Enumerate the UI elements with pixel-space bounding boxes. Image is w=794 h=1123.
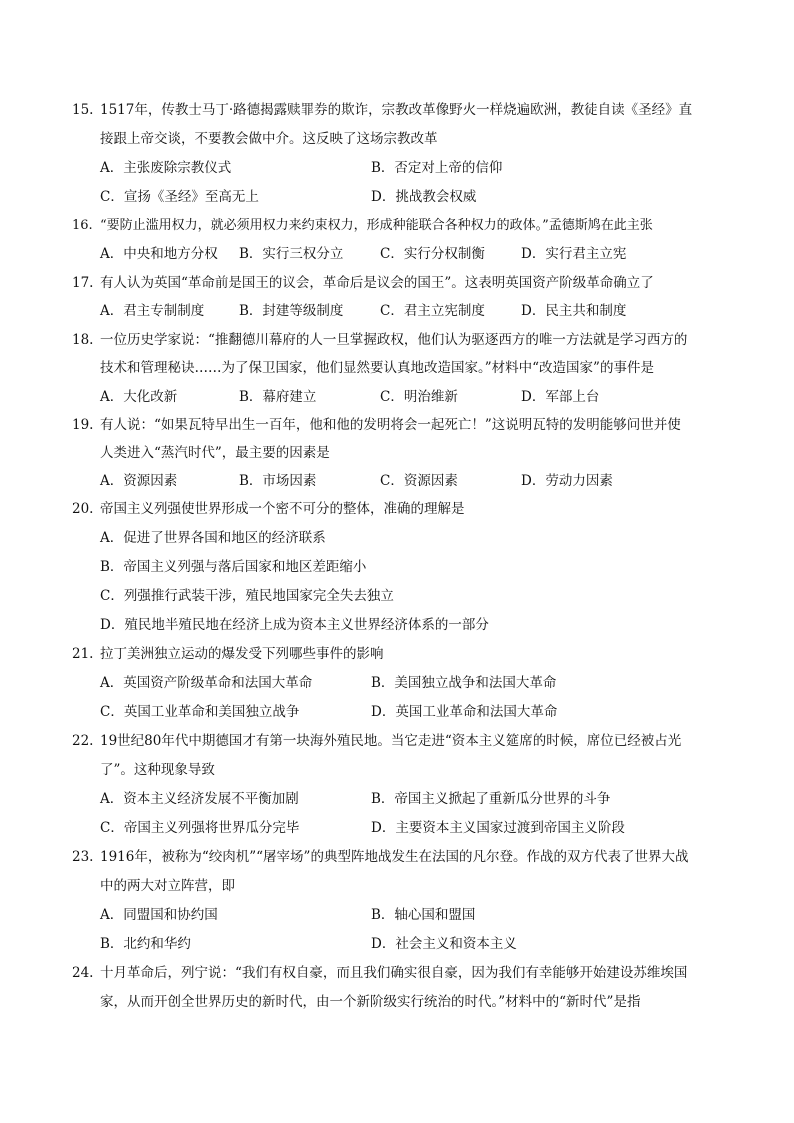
option-23-c[interactable]: B．北约和华约 (100, 936, 191, 952)
question-17-line-1 (72, 272, 654, 294)
option-18-c[interactable]: C．明治维新 (380, 389, 458, 405)
question-18-line-1 (72, 329, 687, 351)
question-text: 有人认为英国“革命前是国王的议会，革命后是议会的国王”。这表明英国资产阶级革命确立了 (100, 275, 654, 291)
option-21-c[interactable]: C．英国工业革命和美国独立战争 (100, 704, 300, 720)
option-22-c[interactable]: C．帝国主义列强将世界瓜分完毕 (100, 820, 300, 836)
option-18-d[interactable]: D．军部上台 (521, 389, 600, 405)
question-number: 22. (72, 733, 94, 749)
question-text: 有人说：“如果瓦特早出生一百年，他和他的发明将会一起死亡！”这说明瓦特的发明能够问世并使 (100, 417, 681, 433)
question-24-line-2: 家，从而开创全世界历史的新时代，由一个新阶级实行统治的时代。”材料中的“新时代”是指 (100, 994, 641, 1010)
question-22-line-1 (72, 730, 681, 752)
option-19-b[interactable]: B．市场因素 (239, 473, 317, 489)
option-21-d[interactable]: D．英国工业革命和法国大革命 (371, 704, 558, 720)
question-16-line-1 (72, 215, 653, 237)
option-17-b[interactable]: B．封建等级制度 (239, 303, 344, 319)
question-22-line-2: 了”。这种现象导致 (100, 762, 215, 778)
option-19-c[interactable]: C．资源因素 (380, 473, 458, 489)
option-16-d[interactable]: D．实行君主立宪 (521, 246, 627, 262)
question-19-line-1 (72, 414, 681, 436)
question-18-line-2: 技术和管理秘诀……为了保卫国家，他们显然要认真地改造国家。”材料中“改造国家”的事件是 (100, 360, 654, 376)
option-15-d[interactable]: D．挑战教会权威 (371, 189, 477, 205)
option-22-a[interactable]: A．资本主义经济发展不平衡加剧 (100, 791, 299, 807)
option-21-a[interactable]: A．英国资产阶级革命和法国大革命 (100, 675, 313, 691)
option-18-b[interactable]: B．幕府建立 (239, 389, 317, 405)
option-22-b[interactable]: B．帝国主义掀起了重新瓜分世界的斗争 (371, 791, 611, 807)
option-18-a[interactable]: A．大化改新 (100, 389, 178, 405)
question-15-line-2: 接跟上帝交谈，不要教会做中介。这反映了这场宗教改革 (100, 131, 438, 147)
question-19-line-2: 人类进入“蒸汽时代”，最主要的因素是 (100, 445, 330, 461)
question-number: 19. (72, 417, 94, 433)
option-16-a[interactable]: A．中央和地方分权 (100, 246, 218, 262)
question-text: 1916年，被称为“绞肉机”“屠宰场”的典型阵地战发生在法国的凡尔登。作战的双方代表了世界大战 (100, 849, 689, 865)
option-19-d[interactable]: D．劳动力因素 (521, 473, 613, 489)
question-text: “要防止滥用权力，就必须用权力来约束权力，形成种能联合各种权力的政体。”孟德斯鸠在此主张 (100, 218, 653, 233)
question-number: 24. (72, 965, 94, 981)
question-text: 19世纪80年代中期德国才有第一块海外殖民地。当它走进“资本主义筵席的时候，席位已经被占光 (100, 733, 682, 749)
option-16-c[interactable]: C．实行分权制衡 (380, 246, 485, 262)
option-20-a[interactable]: A．促进了世界各国和地区的经济联系 (100, 530, 326, 546)
option-20-b[interactable]: B．帝国主义列强与落后国家和地区差距缩小 (100, 559, 367, 575)
question-text: 拉丁美洲独立运动的爆发受下列哪些事件的影响 (100, 646, 384, 662)
question-text: 1517年，传教士马丁·路德揭露赎罪券的欺诈，宗教改革像野火一样烧遍欧洲，教徒自读《圣经》直 (100, 102, 693, 118)
question-number: 21. (72, 646, 94, 662)
question-number: 23. (72, 849, 94, 865)
question-15-line-1 (72, 99, 692, 121)
option-21-b[interactable]: B．美国独立战争和法国大革命 (371, 675, 557, 691)
option-17-c[interactable]: C．君主立宪制度 (380, 303, 485, 319)
option-15-a[interactable]: A．主张废除宗教仪式 (100, 160, 232, 176)
question-24-line-1 (72, 962, 687, 984)
option-15-b[interactable]: B．否定对上帝的信仰 (371, 160, 503, 176)
option-16-b[interactable]: B．实行三权分立 (239, 246, 344, 262)
option-23-b[interactable]: B．轴心国和盟国 (371, 907, 476, 923)
option-23-d[interactable]: D．社会主义和资本主义 (371, 936, 517, 952)
question-number: 16. (72, 218, 93, 233)
option-20-c[interactable]: C．列强推行武装干涉，殖民地国家完全失去独立 (100, 588, 394, 604)
question-text: 帝国主义列强使世界形成一个密不可分的整体，准确的理解是 (100, 501, 465, 517)
question-23-line-1 (72, 846, 688, 868)
option-17-a[interactable]: A．君主专制制度 (100, 303, 205, 319)
question-number: 15. (72, 102, 94, 118)
question-number: 20. (72, 501, 94, 517)
question-number: 18. (72, 332, 94, 348)
question-text: 十月革命后，列宁说：“我们有权自豪，而且我们确实很自豪，因为我们有幸能够开始建设苏维埃国 (100, 965, 688, 981)
question-number: 17. (72, 275, 94, 291)
question-text: 一位历史学家说：“推翻德川幕府的人一旦掌握政权，他们认为驱逐西方的唯一方法就是学习西方的 (100, 332, 688, 348)
question-20-line-1 (72, 498, 465, 520)
option-19-a[interactable]: A．资源因素 (100, 473, 178, 489)
option-22-d[interactable]: D．主要资本主义国家过渡到帝国主义阶段 (371, 820, 625, 836)
question-21-line-1 (72, 643, 384, 665)
option-20-d[interactable]: D．殖民地半殖民地在经济上成为资本主义世界经济体系的一部分 (100, 617, 489, 633)
question-23-line-2: 中的两大对立阵营，即 (100, 878, 235, 894)
option-15-c[interactable]: C．宣扬《圣经》至高无上 (100, 189, 259, 205)
option-23-a[interactable]: A．同盟国和协约国 (100, 907, 218, 923)
option-17-d[interactable]: D．民主共和制度 (521, 303, 627, 319)
